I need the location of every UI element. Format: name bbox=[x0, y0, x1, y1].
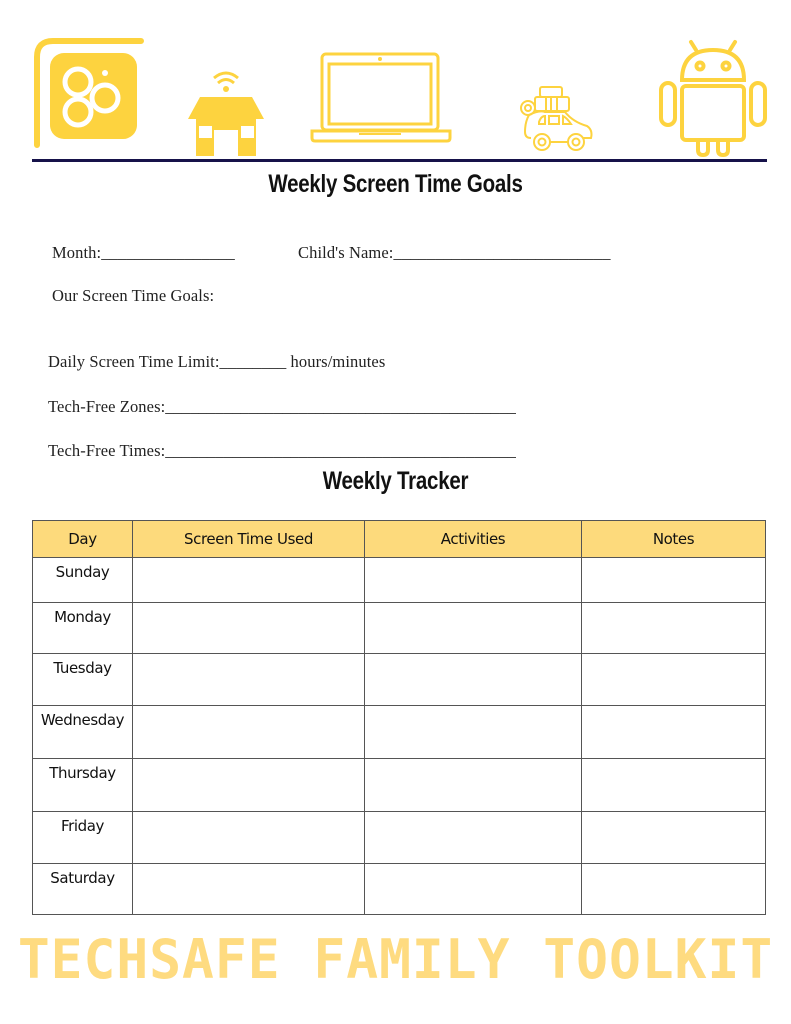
activities-cell[interactable] bbox=[365, 603, 582, 654]
tech-free-zones-field[interactable]: Tech-Free Zones:__________________________________________ bbox=[48, 397, 516, 416]
table-row bbox=[33, 558, 766, 603]
screen-time-cell[interactable] bbox=[133, 706, 365, 759]
column-header-screen-time: Screen Time Used bbox=[133, 521, 365, 558]
day-cell: Wednesday bbox=[33, 706, 133, 759]
screen-time-cell[interactable] bbox=[133, 812, 365, 864]
table-row bbox=[33, 864, 766, 915]
car-luggage-icon bbox=[515, 84, 595, 156]
notes-cell[interactable] bbox=[582, 812, 766, 864]
screen-time-cell[interactable] bbox=[133, 864, 365, 915]
brand-footer: TECHSAFE FAMILY TOOLKIT bbox=[17, 928, 774, 991]
activities-cell[interactable] bbox=[365, 706, 582, 759]
phone-camera-icon bbox=[33, 37, 145, 149]
day-cell: Monday bbox=[33, 603, 133, 654]
table-row bbox=[33, 654, 766, 706]
screen-time-cell[interactable] bbox=[133, 558, 365, 603]
child-name-field[interactable]: Child's Name:__________________________ bbox=[298, 243, 611, 262]
tech-free-times-field[interactable]: Tech-Free Times:__________________________________________ bbox=[48, 441, 517, 460]
notes-cell[interactable] bbox=[582, 558, 766, 603]
day-cell: Tuesday bbox=[33, 654, 133, 706]
page-title: Weekly Screen Time Goals bbox=[268, 170, 523, 198]
column-header-notes: Notes bbox=[582, 521, 766, 558]
our-goals-label: Our Screen Time Goals: bbox=[52, 286, 215, 305]
smart-home-wifi-icon bbox=[186, 64, 268, 158]
screen-time-cell[interactable] bbox=[133, 603, 365, 654]
table-header-row bbox=[33, 521, 766, 558]
screen-time-cell[interactable] bbox=[133, 654, 365, 706]
activities-cell[interactable] bbox=[365, 812, 582, 864]
notes-cell[interactable] bbox=[582, 706, 766, 759]
notes-cell[interactable] bbox=[582, 603, 766, 654]
day-cell: Saturday bbox=[33, 864, 133, 915]
weekly-tracker-table bbox=[32, 520, 766, 915]
daily-limit-field[interactable]: Daily Screen Time Limit:________ hours/minutes bbox=[48, 352, 386, 371]
android-robot-icon bbox=[658, 38, 768, 158]
day-cell: Thursday bbox=[33, 759, 133, 812]
activities-cell[interactable] bbox=[365, 864, 582, 915]
table-row bbox=[33, 706, 766, 759]
table-row bbox=[33, 759, 766, 812]
notes-cell[interactable] bbox=[582, 654, 766, 706]
screen-time-cell[interactable] bbox=[133, 759, 365, 812]
header-divider bbox=[32, 159, 767, 162]
column-header-day: Day bbox=[33, 521, 133, 558]
day-cell: Sunday bbox=[33, 558, 133, 603]
notes-cell[interactable] bbox=[582, 759, 766, 812]
tracker-title: Weekly Tracker bbox=[322, 467, 469, 495]
day-cell: Friday bbox=[33, 812, 133, 864]
laptop-icon bbox=[309, 52, 453, 144]
column-header-activities: Activities bbox=[365, 521, 582, 558]
notes-cell[interactable] bbox=[582, 864, 766, 915]
month-field[interactable]: Month:________________ bbox=[52, 243, 235, 262]
activities-cell[interactable] bbox=[365, 759, 582, 812]
table-row bbox=[33, 812, 766, 864]
activities-cell[interactable] bbox=[365, 558, 582, 603]
table-row bbox=[33, 603, 766, 654]
activities-cell[interactable] bbox=[365, 654, 582, 706]
